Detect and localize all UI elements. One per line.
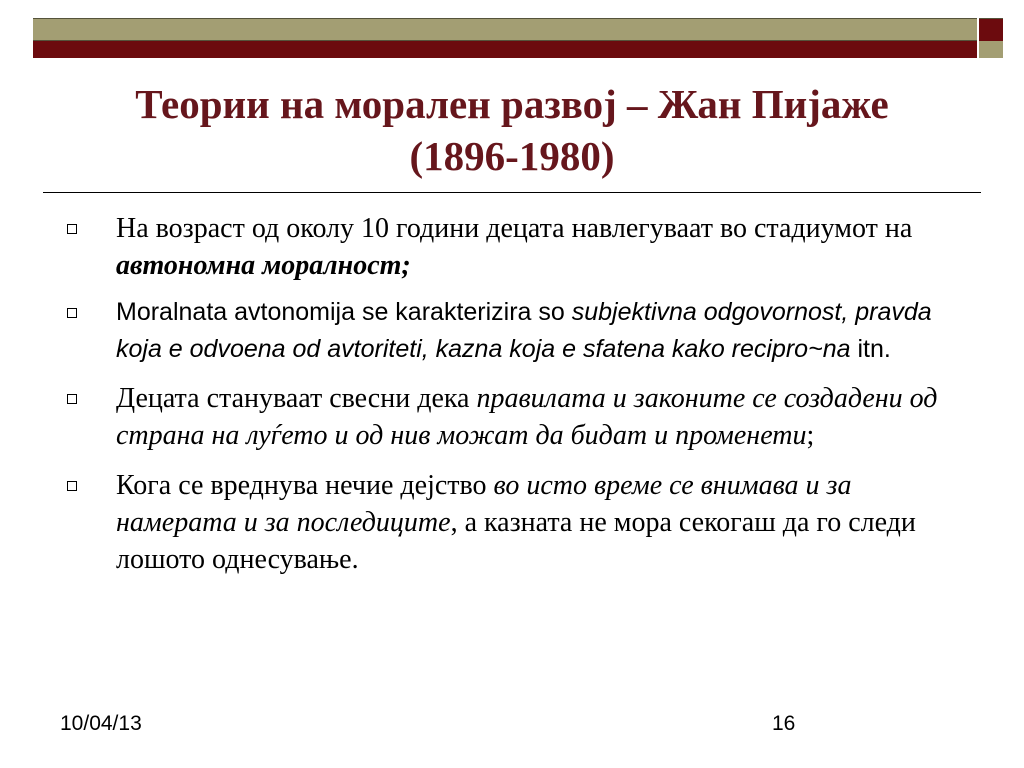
bullet-3-text-a: Децата стануваат свесни дека <box>116 383 477 414</box>
bullet-list <box>60 210 970 578</box>
bullet-4-text-c: , а казната не мора секогаш да го следи лошото однесување. <box>116 507 916 575</box>
bullet-2-text-c: itn. <box>850 335 891 363</box>
bullet-1-text-b: автономна моралност; <box>116 250 411 281</box>
bullet-2-text-a: Moralnata avtonomija se karakterizira so <box>116 298 572 326</box>
bullet-4-text-b: во исто време се внимава и за намерата и за последиците <box>116 470 852 538</box>
title-divider <box>43 192 981 193</box>
bullet-text-3 <box>116 380 970 454</box>
bullet-item-1 <box>60 210 970 284</box>
slide-title <box>40 78 984 182</box>
square-bullet-icon <box>67 308 77 318</box>
bullet-2-text-b: subjektivna odgovornost, pravda koja e odvoena od avtoriteti, kazna koja e sfatena kako recipro~na <box>116 298 932 363</box>
bullet-text-4 <box>116 467 970 578</box>
header-bar-olive <box>33 18 977 41</box>
bullet-item-4 <box>60 467 970 578</box>
bullet-4-text-a: Кога се вреднува нечие дејство <box>116 470 494 501</box>
bullet-text-2 <box>116 294 970 368</box>
bullet-3-text-c: ; <box>806 420 815 451</box>
slide-title-line1: Теории на морален развој – Жан Пијаже <box>135 81 889 127</box>
bullet-item-2 <box>60 294 970 368</box>
header-square-red <box>979 18 1003 41</box>
bullet-text-1 <box>116 210 970 284</box>
header-square-olive <box>979 41 1003 58</box>
square-bullet-icon <box>67 394 77 404</box>
header-bar-dark-red <box>33 41 977 58</box>
bullet-1-text-a: На возраст од околу 10 години децата навлегуваат во стадиумот на <box>116 213 913 244</box>
square-bullet-icon <box>67 481 77 491</box>
bullet-item-3 <box>60 380 970 454</box>
slide-title-line2: (1896-1980) <box>409 133 615 179</box>
page-number: 16 <box>772 712 796 735</box>
square-bullet-icon <box>67 224 77 234</box>
footer-date: 10/04/13 <box>60 712 142 735</box>
bullet-3-text-b: правилата и законите се создадени од страна на луѓето и од нив можат да бидат и променети <box>116 383 938 451</box>
